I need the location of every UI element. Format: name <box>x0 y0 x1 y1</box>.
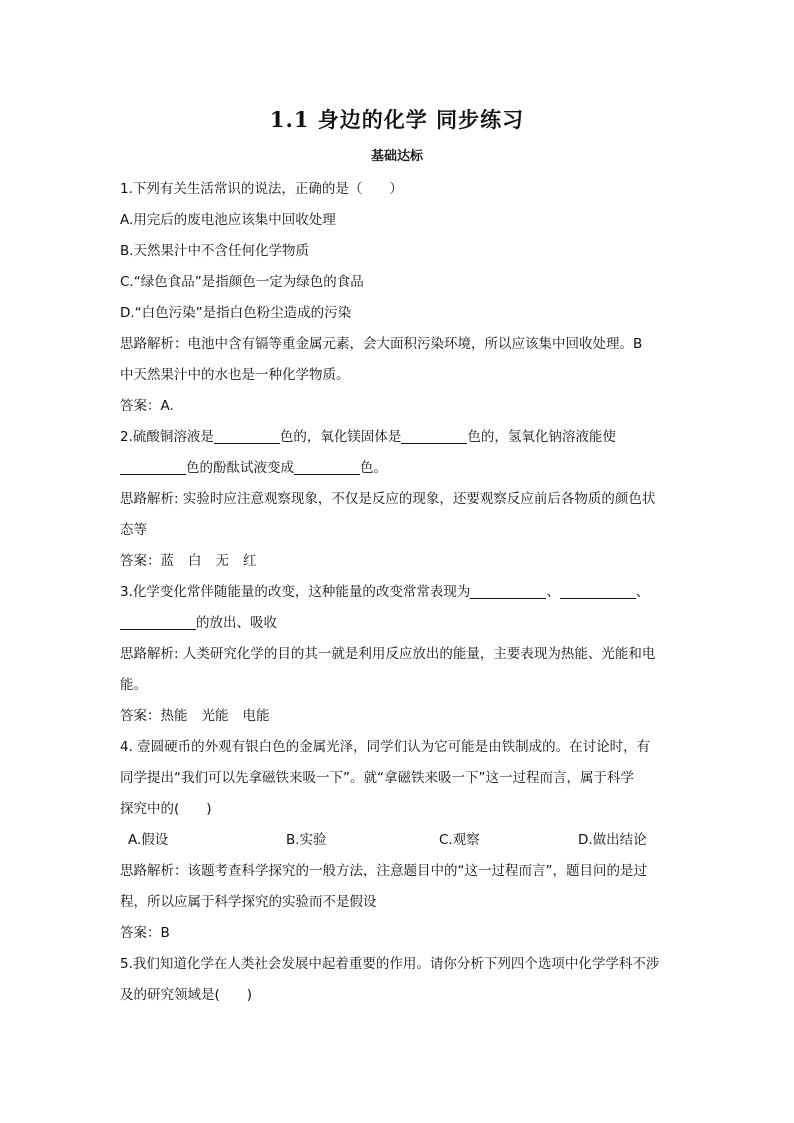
answer-item: 红 <box>243 553 257 569</box>
answer-item: 蓝 <box>160 553 174 569</box>
answer-item: 电能 <box>242 708 270 724</box>
q3-answer <box>120 701 680 732</box>
q2-text: 色。 <box>360 460 387 476</box>
q4-options <box>120 825 680 856</box>
q1-answer: 答案：A. <box>120 398 174 414</box>
q5-stem-line: 5.我们知道化学在人类社会发展中起着重要的作用。请你分析下列四个选项中化学学科不涉 <box>120 956 660 972</box>
q2-analysis-line: 思路解析: 实验时应注意观察现象，不仅是反应的现象，还要观察反应前后各物质的颜色状 <box>120 491 656 507</box>
q2-text: 色的，氧化镁固体是 <box>279 429 402 445</box>
q3-stem-line-2 <box>120 608 680 639</box>
q5-stem-line: 及的研究领域是( ) <box>120 987 253 1003</box>
answer-item: 热能 <box>160 708 188 724</box>
q3-text: 、 <box>635 584 650 600</box>
q4-analysis-line: 程，所以应属于科学探究的实验而不是假设 <box>120 894 377 910</box>
q2-text: 色的，氢氧化钠溶液能使 <box>467 429 616 445</box>
q4-option-c: C.观察 <box>439 832 480 848</box>
q1-option-b: B.天然果汁中不含任何化学物质 <box>120 243 310 259</box>
section-subtitle: 基础达标 <box>370 149 423 164</box>
q4-option-d: D.做出结论 <box>578 832 647 848</box>
answer-label: 答案： <box>120 553 161 569</box>
q1-option-d: D.“白色污染”是指白色粉尘造成的污染 <box>120 305 352 321</box>
fill-blank <box>120 613 196 630</box>
q3-text: 、 <box>546 584 560 600</box>
q3-stem-line-1 <box>120 577 680 608</box>
q2-stem-line-2 <box>120 453 680 484</box>
answer-item: 无 <box>215 553 229 569</box>
q4-answer: 答案：B <box>120 925 170 941</box>
q4-analysis-line: 思路解析：该题考查科学探究的一般方法，注意题目中的“这一过程而言”，题目问的是过 <box>120 863 647 879</box>
answer-item: 光能 <box>201 708 229 724</box>
q1-analysis-line: 中天然果汁中的水也是一种化学物质。 <box>120 367 350 383</box>
q4-option-a: A.假设 <box>128 832 169 848</box>
fill-blank <box>560 582 636 599</box>
q4-stem-line: 同学提出“我们可以先拿磁铁来吸一下”。就“拿磁铁来吸一下”这一过程而言，属于科学 <box>120 770 634 786</box>
page-title: 1.1 身边的化学 同步练习 <box>269 107 525 132</box>
answer-item: 白 <box>188 553 202 569</box>
fill-blank <box>294 458 360 475</box>
q2-text: 2.硫酸铜溶液是 <box>120 429 214 445</box>
q2-answer <box>120 546 680 577</box>
answer-label: 答案： <box>120 708 161 724</box>
q2-analysis-line: 态等 <box>120 522 147 538</box>
q4-option-b: B.实验 <box>286 832 327 848</box>
fill-blank <box>470 582 546 599</box>
q1-stem: 1.下列有关生活常识的说法，正确的是（ ） <box>120 181 403 197</box>
q3-text: 3.化学变化常伴随能量的改变，这种能量的改变常常表现为 <box>120 584 471 600</box>
fill-blank <box>120 458 186 475</box>
q3-analysis-line: 能。 <box>120 677 147 693</box>
q1-option-c: C.“绿色食品”是指颜色一定为绿色的食品 <box>120 274 364 290</box>
q3-analysis-line: 思路解析: 人类研究化学的目的其一就是利用反应放出的能量，主要表现为热能、光能和电 <box>120 646 656 662</box>
q3-text: 的放出、吸收 <box>196 615 277 631</box>
fill-blank <box>401 427 467 444</box>
fill-blank <box>214 427 280 444</box>
q4-stem-line: 探究中的( ) <box>120 801 212 817</box>
q1-analysis-line: 思路解析：电池中含有镉等重金属元素，会大面积污染环境，所以应该集中回收处理。B <box>120 336 643 352</box>
q2-text: 色的酚酞试液变成 <box>186 460 294 476</box>
q1-option-a: A.用完后的废电池应该集中回收处理 <box>120 212 336 228</box>
q2-stem-line-1 <box>120 422 680 453</box>
q4-stem-line: 4. 壹圆硬币的外观有银白色的金属光泽，同学们认为它可能是由铁制成的。在讨论时，有 <box>120 739 651 755</box>
exercise-content <box>120 174 680 1011</box>
